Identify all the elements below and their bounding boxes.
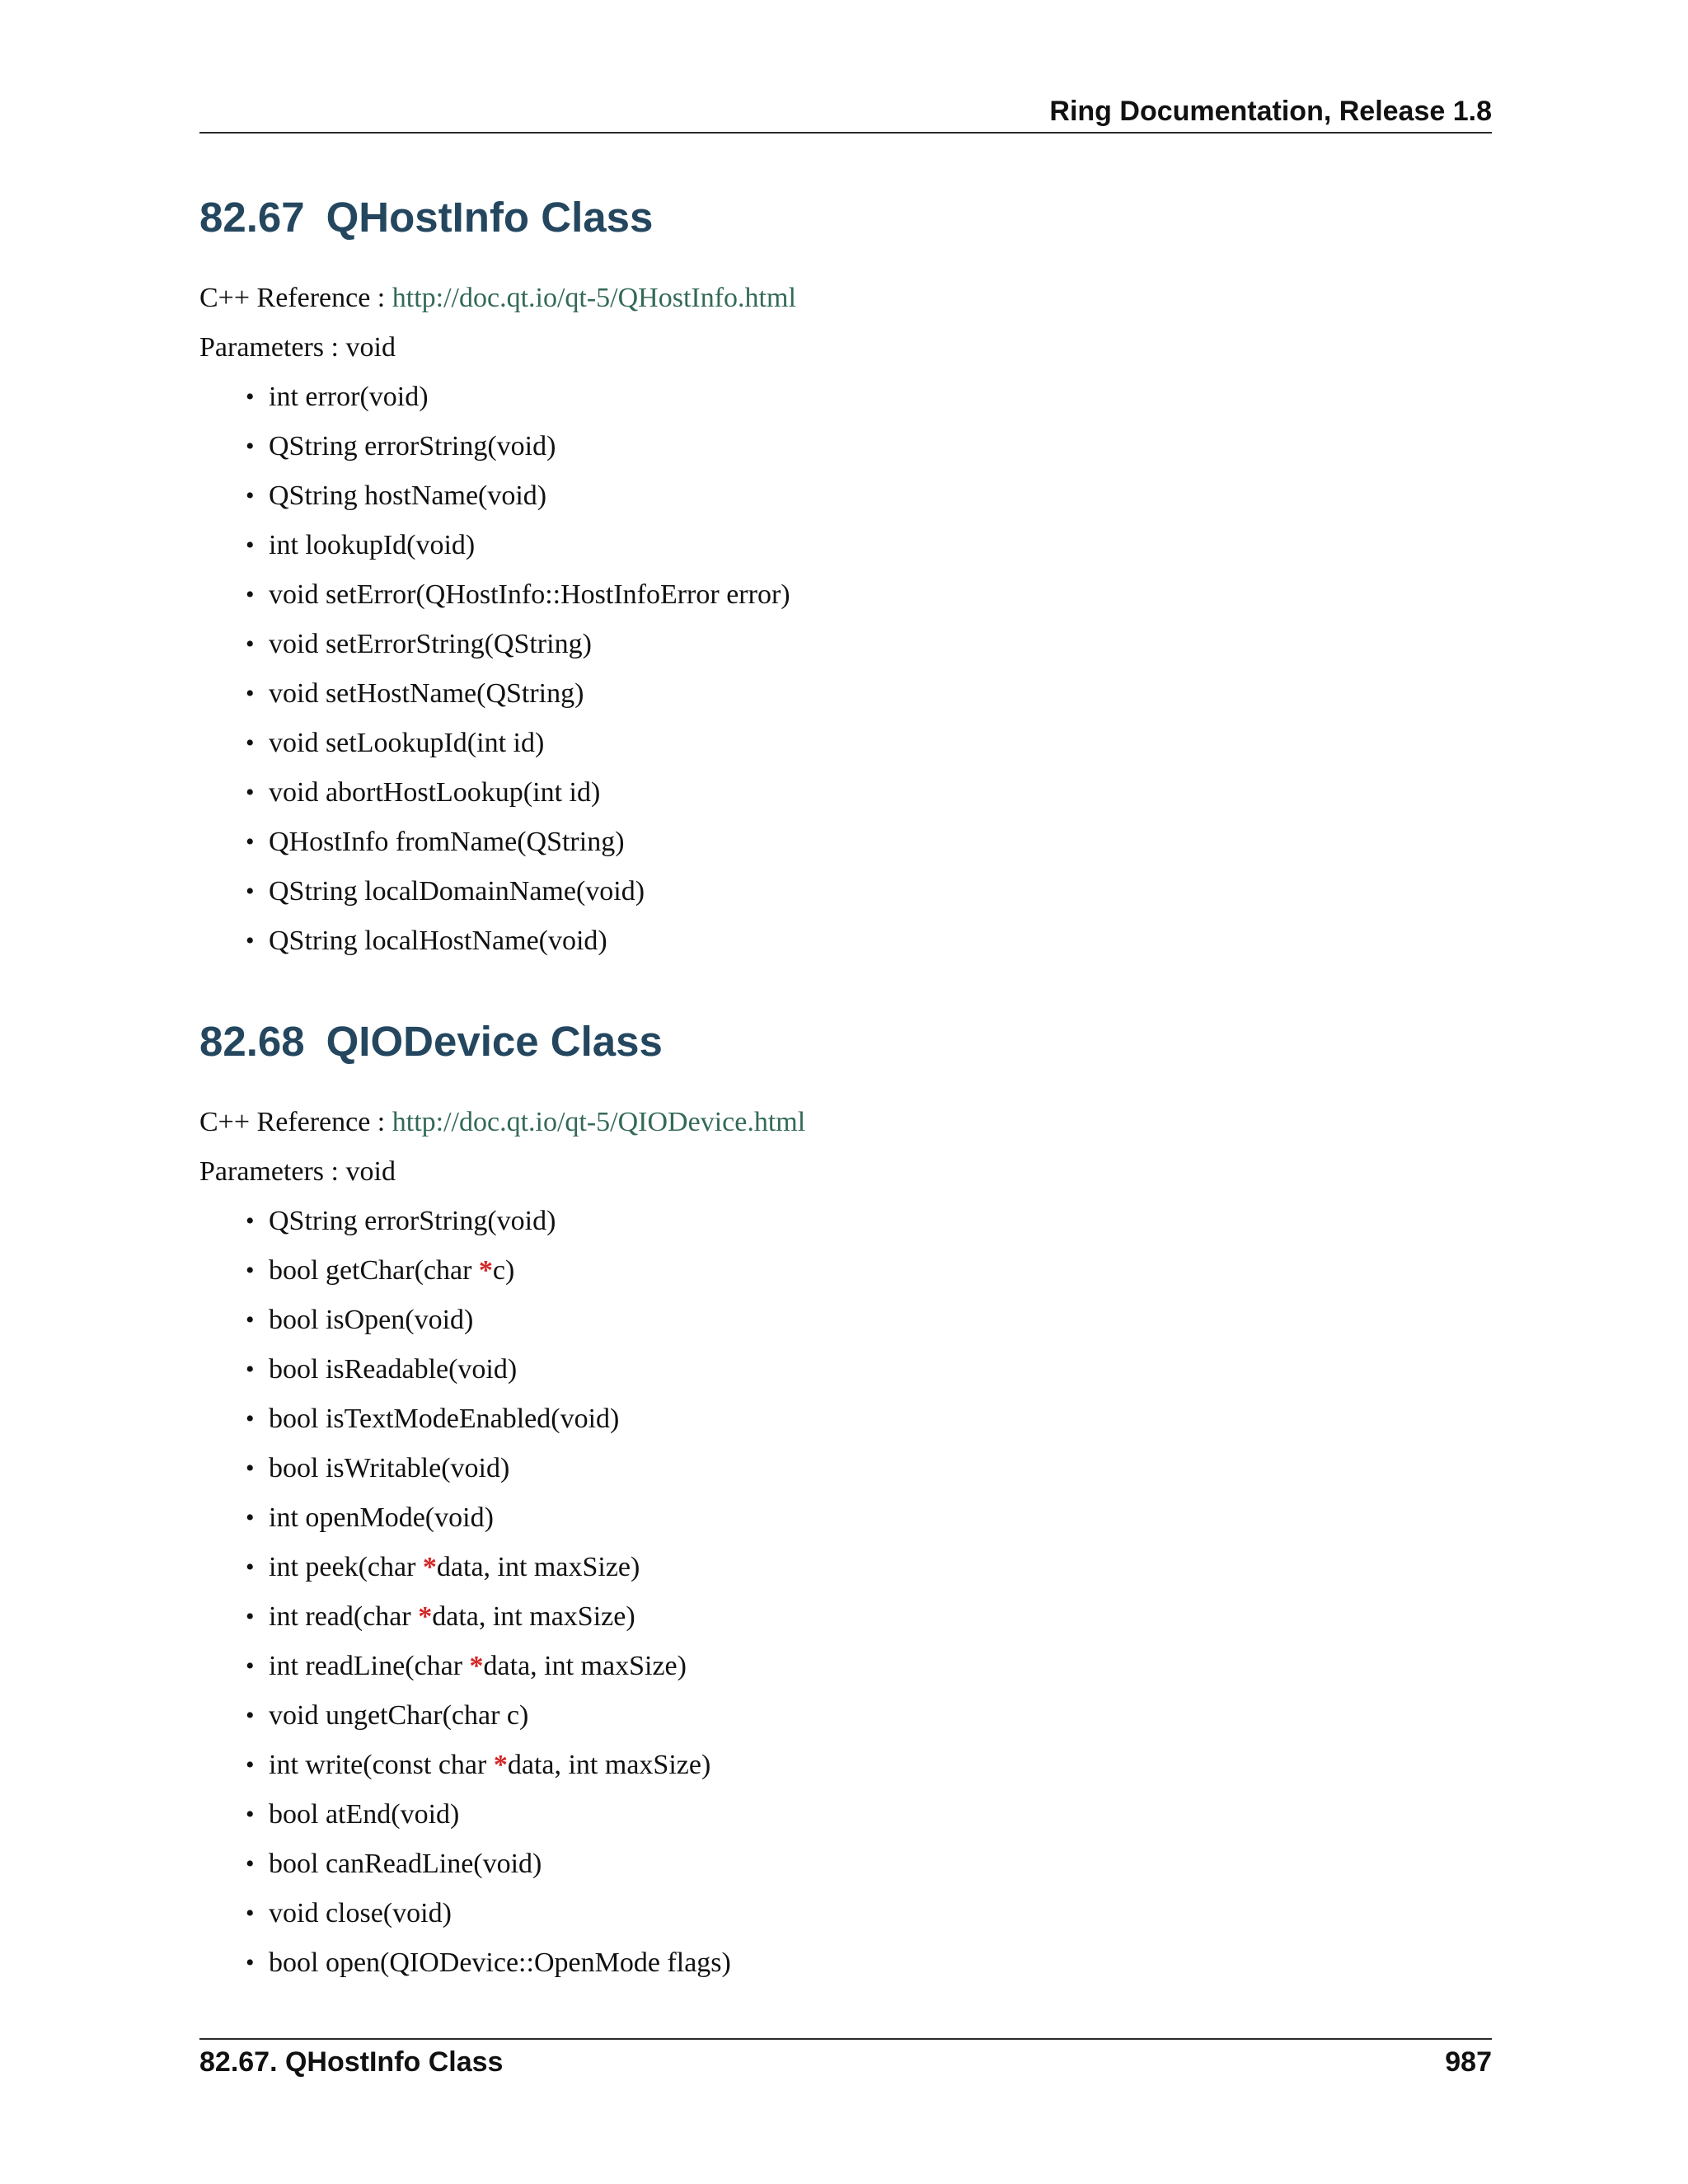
bullet-icon: •	[246, 383, 255, 410]
bullet-icon: •	[246, 1455, 255, 1482]
bullet-icon: •	[246, 1306, 255, 1333]
page-number: 987	[1445, 2046, 1492, 2078]
method-list-item	[246, 422, 1492, 471]
parameters-value: void	[345, 1156, 396, 1187]
method-list-item	[246, 1642, 1492, 1691]
method-list-item	[246, 719, 1492, 768]
method-signature-text: bool isReadable(void)	[269, 1354, 518, 1385]
method-list-item	[246, 1741, 1492, 1790]
method-list-item	[246, 1938, 1492, 1988]
method-list-item	[246, 1444, 1492, 1493]
bullet-icon: •	[246, 581, 255, 608]
bullet-icon: •	[246, 779, 255, 806]
bullet-icon: •	[246, 1207, 255, 1235]
cpp-reference-line	[199, 274, 1492, 323]
method-signature-text: bool isTextModeEnabled(void)	[269, 1404, 620, 1434]
running-footer	[199, 2038, 1492, 2078]
method-signature-text: void setError(QHostInfo::HostInfoError error)	[269, 579, 790, 610]
method-signature-text: data, int maxSize)	[483, 1651, 687, 1681]
method-signature-text: void ungetChar(char c)	[269, 1700, 529, 1731]
parameters-value: void	[345, 332, 396, 363]
bullet-icon: •	[246, 1702, 255, 1729]
method-signature-text: QString localHostName(void)	[269, 926, 607, 956]
method-signature-text: void setHostName(QString)	[269, 678, 584, 709]
method-signature-text: QString errorString(void)	[269, 431, 556, 462]
bullet-icon: •	[246, 1652, 255, 1680]
method-signature-text: int write(const char	[269, 1750, 494, 1780]
bullet-icon: •	[246, 1504, 255, 1531]
bullet-icon: •	[246, 1405, 255, 1432]
method-list-item	[246, 1691, 1492, 1741]
bullet-icon: •	[246, 433, 255, 460]
cpp-reference-label: C++ Reference :	[199, 1107, 386, 1137]
cpp-reference-link[interactable]: http://doc.qt.io/qt-5/QHostInfo.html	[392, 283, 796, 313]
running-header-title: Ring Documentation, Release 1.8	[1049, 96, 1492, 127]
bullet-icon: •	[246, 1603, 255, 1630]
section-qiodevice	[199, 1015, 1492, 1988]
method-signature-text: data, int maxSize)	[432, 1601, 635, 1632]
method-list	[199, 373, 1492, 966]
document-page	[199, 0, 1492, 2184]
pointer-marker: *	[478, 1255, 493, 1286]
cpp-reference-line	[199, 1098, 1492, 1147]
bullet-icon: •	[246, 532, 255, 559]
bullet-icon: •	[246, 927, 255, 954]
method-list-item	[246, 570, 1492, 620]
method-signature-text: int read(char	[269, 1601, 419, 1632]
method-list-item	[246, 768, 1492, 818]
pointer-marker: *	[469, 1651, 484, 1681]
method-signature-text: data, int maxSize)	[436, 1552, 640, 1582]
method-list-item	[246, 1345, 1492, 1394]
section-number: 82.67	[199, 194, 305, 241]
parameters-label: Parameters :	[199, 332, 339, 363]
method-signature-text: int error(void)	[269, 382, 429, 412]
method-signature-text: int peek(char	[269, 1552, 423, 1582]
section-title: QIODevice Class	[326, 1018, 663, 1065]
method-list-item	[246, 867, 1492, 916]
method-list-item	[246, 1296, 1492, 1345]
method-list-item	[246, 1840, 1492, 1889]
method-list-item	[246, 1592, 1492, 1642]
method-list-item	[246, 669, 1492, 719]
pointer-marker: *	[493, 1750, 508, 1780]
running-header	[199, 92, 1492, 134]
bullet-icon: •	[246, 828, 255, 855]
section-title: QHostInfo Class	[326, 194, 654, 241]
cpp-reference-link[interactable]: http://doc.qt.io/qt-5/QIODevice.html	[392, 1107, 806, 1137]
method-list	[199, 1197, 1492, 1988]
method-signature-text: int openMode(void)	[269, 1502, 494, 1533]
method-signature-text: bool open(QIODevice::OpenMode flags)	[269, 1947, 731, 1978]
method-list-item	[246, 1197, 1492, 1246]
method-list-item	[246, 1790, 1492, 1840]
bullet-icon: •	[246, 1554, 255, 1581]
bullet-icon: •	[246, 878, 255, 905]
section-heading	[199, 191, 1492, 244]
method-list-item	[246, 916, 1492, 966]
bullet-icon: •	[246, 729, 255, 757]
method-list-item	[246, 818, 1492, 867]
method-list-item	[246, 373, 1492, 422]
bullet-icon: •	[246, 1801, 255, 1828]
bullet-icon: •	[246, 1949, 255, 1976]
method-signature-text: void setErrorString(QString)	[269, 629, 592, 659]
footer-section-title: 82.67. QHostInfo Class	[199, 2046, 504, 2078]
bullet-icon: •	[246, 482, 255, 509]
parameters-label: Parameters :	[199, 1156, 339, 1187]
method-list-item	[246, 1246, 1492, 1296]
method-signature-text: void setLookupId(int id)	[269, 728, 545, 758]
method-signature-text: void abortHostLookup(int id)	[269, 777, 601, 808]
method-signature-text: bool isWritable(void)	[269, 1453, 510, 1483]
method-signature-text: void close(void)	[269, 1898, 452, 1929]
parameters-line	[199, 323, 1492, 373]
method-signature-text: QString hostName(void)	[269, 480, 547, 511]
method-list-item	[246, 1493, 1492, 1543]
method-list-item	[246, 1543, 1492, 1592]
method-list-item	[246, 620, 1492, 669]
method-signature-text: QString errorString(void)	[269, 1206, 556, 1236]
method-signature-text: bool getChar(char	[269, 1255, 479, 1286]
section-heading	[199, 1015, 1492, 1068]
method-signature-text: QHostInfo fromName(QString)	[269, 827, 625, 857]
method-signature-text: bool isOpen(void)	[269, 1305, 474, 1335]
method-list-item	[246, 471, 1492, 521]
bullet-icon: •	[246, 630, 255, 658]
pointer-marker: *	[418, 1601, 433, 1632]
bullet-icon: •	[246, 1850, 255, 1877]
method-signature-text: int lookupId(void)	[269, 530, 476, 560]
bullet-icon: •	[246, 1751, 255, 1779]
method-signature-text: QString localDomainName(void)	[269, 876, 645, 907]
method-signature-text: bool atEnd(void)	[269, 1799, 460, 1830]
bullet-icon: •	[246, 680, 255, 707]
method-signature-text: c)	[492, 1255, 515, 1286]
method-list-item	[246, 1394, 1492, 1444]
method-signature-text: int readLine(char	[269, 1651, 470, 1681]
section-number: 82.68	[199, 1018, 305, 1065]
bullet-icon: •	[246, 1900, 255, 1927]
parameters-line	[199, 1147, 1492, 1197]
pointer-marker: *	[422, 1552, 437, 1582]
method-signature-text: bool canReadLine(void)	[269, 1849, 542, 1879]
section-qhostinfo	[199, 191, 1492, 966]
method-signature-text: data, int maxSize)	[507, 1750, 711, 1780]
method-list-item	[246, 1889, 1492, 1938]
bullet-icon: •	[246, 1356, 255, 1383]
method-list-item	[246, 521, 1492, 570]
bullet-icon: •	[246, 1257, 255, 1284]
cpp-reference-label: C++ Reference :	[199, 283, 386, 313]
